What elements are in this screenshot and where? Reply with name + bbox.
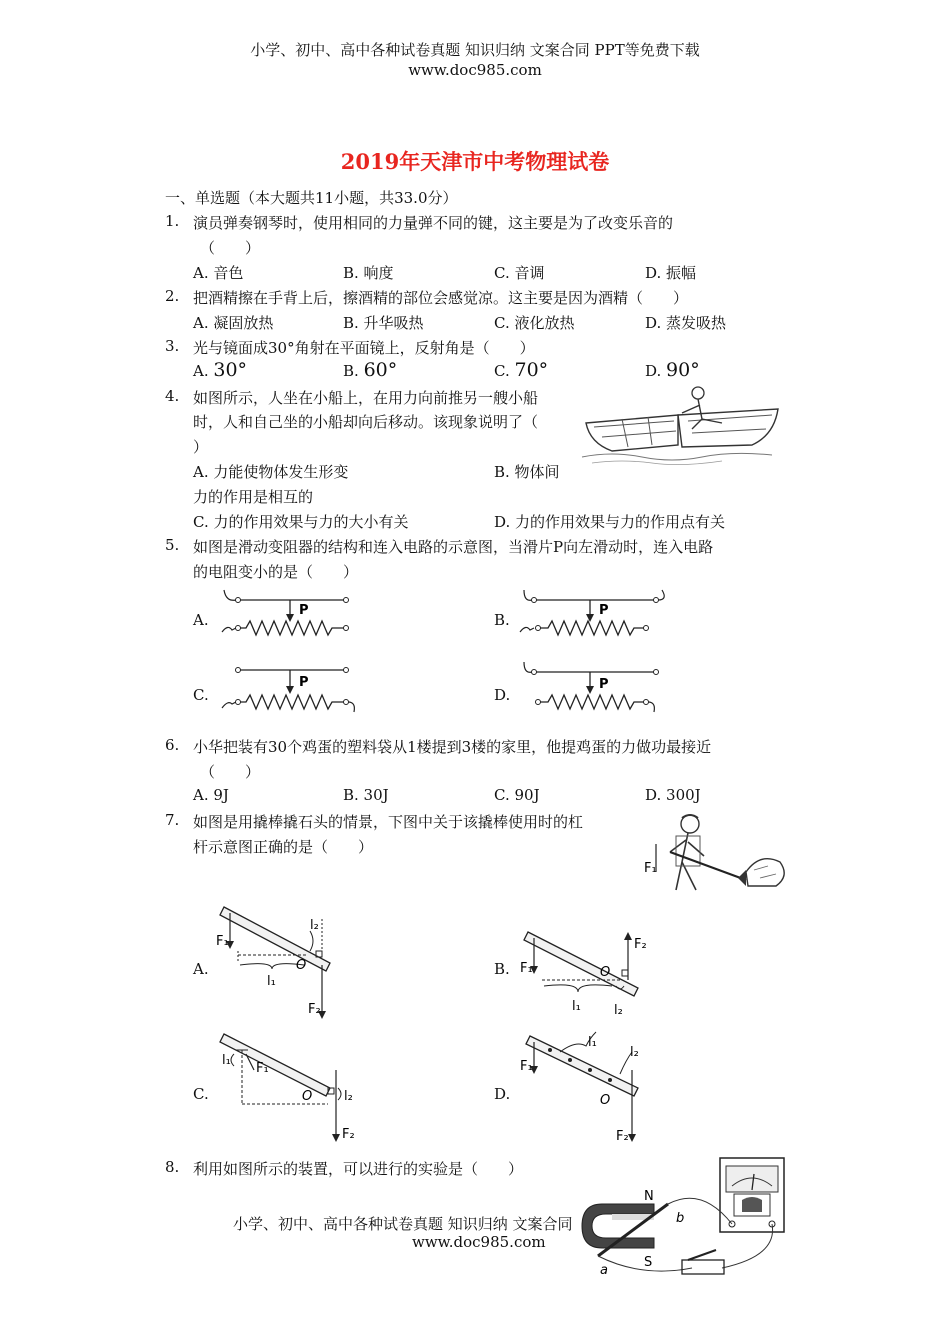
q7-option-d: D. (494, 1085, 511, 1103)
q1-option-a: A. 音色 (193, 264, 244, 282)
lever-diagram-d (520, 1030, 650, 1146)
footer-line-2: www.doc985.com (412, 1233, 546, 1251)
q3-stem: 光与镜面成30°角射在平面镜上，反射角是（ ） (193, 339, 535, 357)
q4-stem-line-1: 如图所示，人坐在小船上，在用力向前推另一艘小船 (193, 389, 539, 407)
q3-option-a-label: A. (193, 362, 214, 380)
slider-p-label: P (299, 603, 309, 618)
lever-diagram-c (212, 1030, 362, 1146)
q6-option-c: C. 90J (494, 786, 540, 804)
q4-stem-line-2: 时，人和自己坐的小船却向后移动。该现象说明了（ (193, 413, 539, 431)
q7-stem-line-1: 如图是用撬棒撬石头的情景，下图中关于该撬棒使用时的杠 (193, 813, 584, 831)
q3-option-b-label: B. (343, 362, 364, 380)
l2-label: l₂ (630, 1045, 639, 1060)
f1-label: F₁ (520, 961, 533, 976)
q5-option-c: C. (193, 686, 209, 704)
q7-option-c: C. (193, 1085, 209, 1103)
f1-label: F₁ (520, 1059, 533, 1074)
q1-number: 1. (165, 212, 180, 230)
rheostat-b (520, 588, 670, 640)
q4-option-a: A. 力能使物体发生形变 (193, 463, 349, 481)
q6-option-b: B. 30J (343, 786, 389, 804)
lever-diagram-b (520, 930, 660, 1020)
q1-stem: 演员弹奏钢琴时，使用相同的力量弹不同的键，这主要是为了改变乐音的 (193, 214, 674, 232)
q3-option-b-value: 60° (363, 359, 398, 381)
boats-illustration (582, 385, 782, 467)
l1-label: l₁ (588, 1035, 597, 1050)
l2-label: l₂ (310, 918, 319, 933)
l2-label: l₂ (344, 1089, 353, 1104)
south-pole-label: S (644, 1255, 653, 1270)
q2-option-d: D. 蒸发吸热 (645, 314, 727, 332)
o-label: O (600, 1093, 611, 1108)
north-pole-label: N (644, 1189, 654, 1204)
f2-label: F₂ (616, 1129, 629, 1144)
q5-option-b: B. (494, 611, 510, 629)
q4-option-b-cont: 力的作用是相互的 (193, 488, 314, 506)
q3-number: 3. (165, 337, 180, 355)
f1-label: F₁ (256, 1061, 269, 1076)
rheostat-c (222, 662, 362, 714)
f2-label: F₂ (342, 1127, 355, 1142)
q2-option-c: C. 液化放热 (494, 314, 575, 332)
o-label: O (302, 1089, 313, 1104)
q6-option-d: D. 300J (645, 786, 701, 804)
q6-paren: （ ） (200, 763, 261, 781)
slider-p-label: P (599, 603, 609, 618)
rheostat-d (520, 660, 670, 714)
q1-paren: （ ） (200, 239, 261, 257)
page-title: 2019年天津市中考物理试卷 (340, 149, 610, 174)
l1-label: l₁ (572, 999, 581, 1014)
q4-option-c: C. 力的作用效果与力的大小有关 (193, 513, 409, 531)
q1-option-b: B. 响度 (343, 264, 394, 282)
q3-option-d-value: 90° (666, 359, 700, 381)
l1-label: l₁ (222, 1053, 231, 1068)
q5-stem-line-2: 的电阻变小的是（ ） (193, 563, 359, 581)
header-line-1: 小学、初中、高中各种试卷真题 知识归纳 文案合同 PPT等免费下载 (250, 41, 700, 59)
f2-label: F₂ (634, 937, 647, 952)
rheostat-a (222, 588, 354, 640)
q4-option-d: D. 力的作用效果与力的作用点有关 (494, 513, 726, 531)
q6-number: 6. (165, 736, 180, 754)
lever-diagram-a (212, 905, 342, 1025)
crowbar-scene (642, 812, 792, 898)
q2-number: 2. (165, 287, 180, 305)
o-label: O (296, 958, 307, 973)
q4-stem-line-3: ） (193, 438, 209, 456)
l2-label: l₂ (614, 1003, 623, 1018)
q7-option-a: A. (193, 960, 209, 978)
q8-stem: 利用如图所示的装置，可以进行的实验是（ ） (193, 1160, 524, 1178)
q2-option-b: B. 升华吸热 (343, 314, 424, 332)
q5-option-a: A. (193, 611, 209, 629)
q3-option-a-value: 30° (213, 359, 248, 381)
q6-stem: 小华把装有30个鸡蛋的塑料袋从1楼提到3楼的家里，他提鸡蛋的力做功最接近 (193, 738, 712, 756)
f2-label: F₂ (308, 1002, 321, 1017)
q5-stem-line-1: 如图是滑动变阻器的结构和连入电路的示意图，当滑片P向左滑动时，连入电路 (193, 538, 714, 556)
q3-option-c-label: C. (494, 362, 515, 380)
l1-label: l₁ (267, 974, 276, 989)
f1-label: F₁ (216, 934, 229, 949)
q6-option-a: A. 9J (193, 786, 229, 804)
q7-number: 7. (165, 811, 180, 829)
header-line-2: www.doc985.com (408, 61, 542, 79)
terminal-a-label: a (600, 1263, 608, 1278)
footer-line-1: 小学、初中、高中各种试卷真题 知识归纳 文案合同 (233, 1215, 573, 1233)
q5-number: 5. (165, 536, 180, 554)
q5-option-d: D. (494, 686, 511, 704)
q1-option-d: D. 振幅 (645, 264, 697, 282)
q2-stem: 把酒精擦在手背上后，擦酒精的部位会感觉凉。这主要是因为酒精（ ） (193, 289, 689, 307)
q1-option-c: C. 音调 (494, 264, 545, 282)
terminal-b-label: b (676, 1211, 685, 1226)
slider-p-label: P (299, 675, 309, 690)
slider-p-label: P (599, 677, 609, 692)
q7-option-b: B. (494, 960, 510, 978)
f1-label: F₁ (644, 861, 657, 876)
q4-number: 4. (165, 387, 180, 405)
o-label: O (600, 965, 611, 980)
section-heading: 一、单选题（本大题共11小题，共33.0分） (165, 189, 458, 207)
q3-option-c-value: 70° (514, 359, 549, 381)
q3-option-d-label: D. (645, 362, 667, 380)
q7-stem-line-2: 杆示意图正确的是（ ） (193, 838, 374, 856)
magnet-galvanometer-apparatus (582, 1156, 792, 1280)
q2-option-a: A. 凝固放热 (193, 314, 274, 332)
q4-option-b: B. 物体间 (494, 463, 560, 481)
q8-number: 8. (165, 1158, 180, 1176)
